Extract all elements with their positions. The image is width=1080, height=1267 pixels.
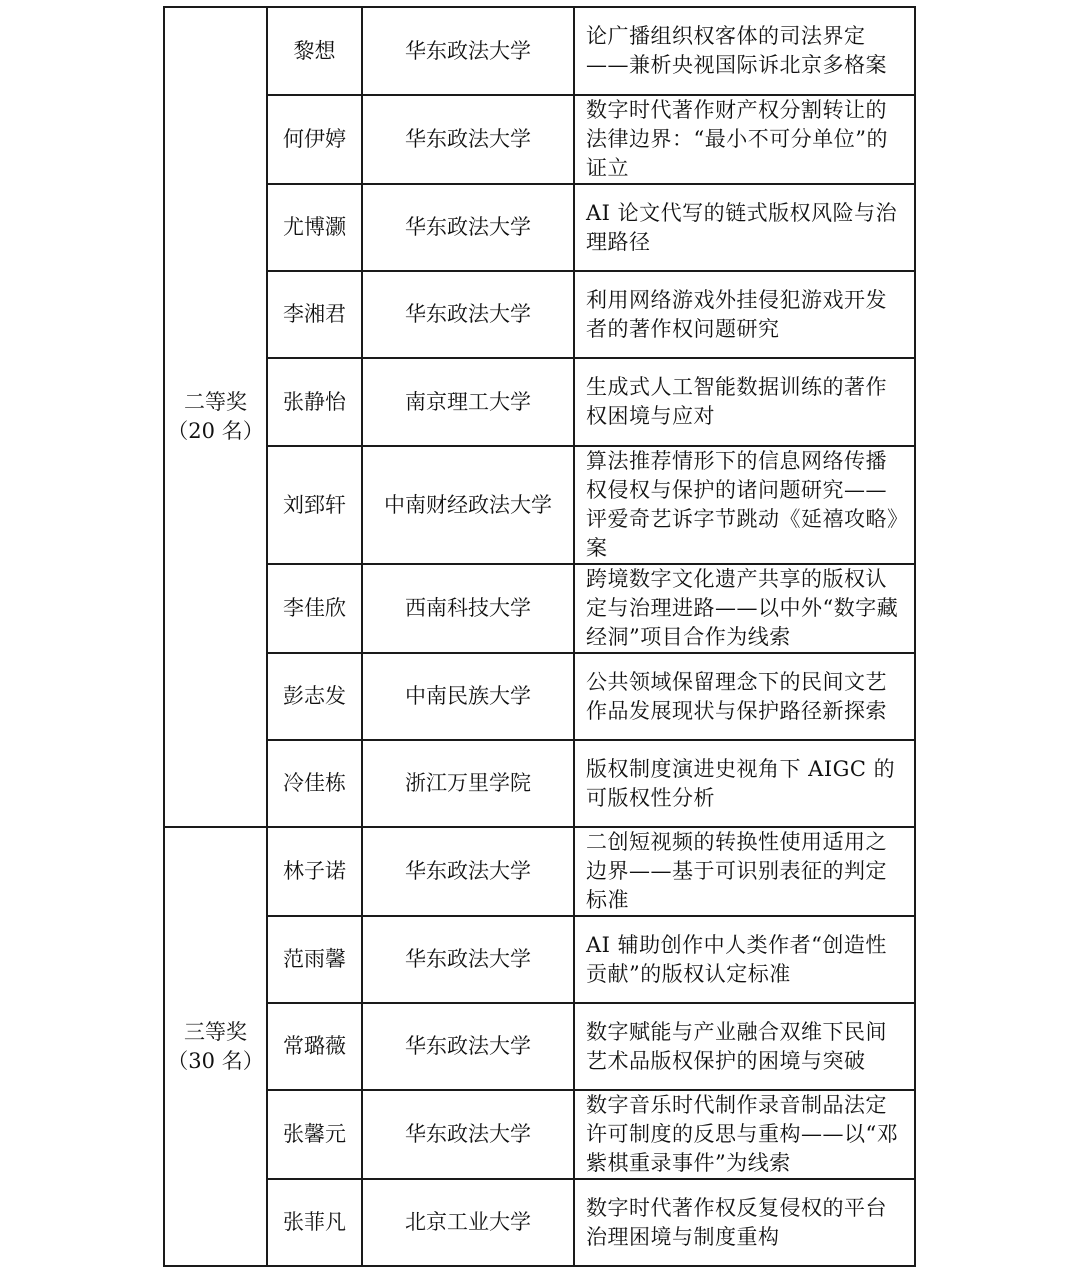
school-name: 华东政法大学	[362, 827, 574, 916]
student-name: 张菲凡	[267, 1179, 362, 1266]
awards-table	[163, 6, 916, 1267]
table-row	[164, 827, 915, 916]
student-name: 李湘君	[267, 271, 362, 358]
school-name: 华东政法大学	[362, 184, 574, 271]
school-name: 中南民族大学	[362, 653, 574, 740]
student-name: 尤博灏	[267, 184, 362, 271]
paper-title: 数字音乐时代制作录音制品法定许可制度的反思与重构——以“邓紫棋重录事件”为线索	[574, 1090, 915, 1179]
table-row	[164, 446, 915, 564]
table-row	[164, 1003, 915, 1090]
table-row	[164, 916, 915, 1003]
paper-title: 生成式人工智能数据训练的著作权困境与应对	[574, 358, 915, 446]
student-name: 李佳欣	[267, 564, 362, 653]
paper-title: 论广播组织权客体的司法界定——兼析央视国际诉北京多格案	[574, 7, 915, 95]
school-name: 北京工业大学	[362, 1179, 574, 1266]
table-row	[164, 184, 915, 271]
student-name: 张静怡	[267, 358, 362, 446]
school-name: 中南财经政法大学	[362, 446, 574, 564]
award-category-cell	[164, 827, 267, 1266]
student-name: 何伊婷	[267, 95, 362, 184]
award-count: （30 名）	[167, 1048, 264, 1073]
school-name: 南京理工大学	[362, 358, 574, 446]
table-row	[164, 653, 915, 740]
table-row	[164, 1179, 915, 1266]
paper-title: 算法推荐情形下的信息网络传播权侵权与保护的诸问题研究——评爱奇艺诉字节跳动《延禧攻略》案	[574, 446, 915, 564]
paper-title: 公共领域保留理念下的民间文艺作品发展现状与保护路径新探索	[574, 653, 915, 740]
paper-title: 版权制度演进史视角下 AIGC 的可版权性分析	[574, 740, 915, 827]
paper-title: 数字时代著作权反复侵权的平台治理困境与制度重构	[574, 1179, 915, 1266]
table-row	[164, 7, 915, 95]
school-name: 华东政法大学	[362, 1003, 574, 1090]
table-row	[164, 564, 915, 653]
school-name: 华东政法大学	[362, 95, 574, 184]
student-name: 林子诺	[267, 827, 362, 916]
student-name: 刘郅轩	[267, 446, 362, 564]
student-name: 黎想	[267, 7, 362, 95]
student-name: 常璐薇	[267, 1003, 362, 1090]
table-row	[164, 358, 915, 446]
paper-title: 跨境数字文化遗产共享的版权认定与治理进路——以中外“数字藏经洞”项目合作为线索	[574, 564, 915, 653]
paper-title: AI 论文代写的链式版权风险与治理路径	[574, 184, 915, 271]
table-row	[164, 1090, 915, 1179]
paper-title: 利用网络游戏外挂侵犯游戏开发者的著作权问题研究	[574, 271, 915, 358]
school-name: 华东政法大学	[362, 916, 574, 1003]
award-category: 三等奖	[184, 1019, 247, 1044]
table-row	[164, 271, 915, 358]
table-row	[164, 95, 915, 184]
award-category: 二等奖	[184, 390, 247, 414]
paper-title: AI 辅助创作中人类作者“创造性贡献”的版权认定标准	[574, 916, 915, 1003]
student-name: 张馨元	[267, 1090, 362, 1179]
school-name: 华东政法大学	[362, 1090, 574, 1179]
student-name: 冷佳栋	[267, 740, 362, 827]
school-name: 浙江万里学院	[362, 740, 574, 827]
school-name: 华东政法大学	[362, 7, 574, 95]
paper-title: 数字赋能与产业融合双维下民间艺术品版权保护的困境与突破	[574, 1003, 915, 1090]
student-name: 范雨馨	[267, 916, 362, 1003]
school-name: 华东政法大学	[362, 271, 574, 358]
award-count: （20 名）	[167, 419, 264, 443]
school-name: 西南科技大学	[362, 564, 574, 653]
paper-title: 数字时代著作财产权分割转让的法律边界：“最小不可分单位”的证立	[574, 95, 915, 184]
table-row	[164, 740, 915, 827]
paper-title: 二创短视频的转换性使用适用之边界——基于可识别表征的判定标准	[574, 827, 915, 916]
student-name: 彭志发	[267, 653, 362, 740]
award-category-cell	[164, 7, 267, 827]
